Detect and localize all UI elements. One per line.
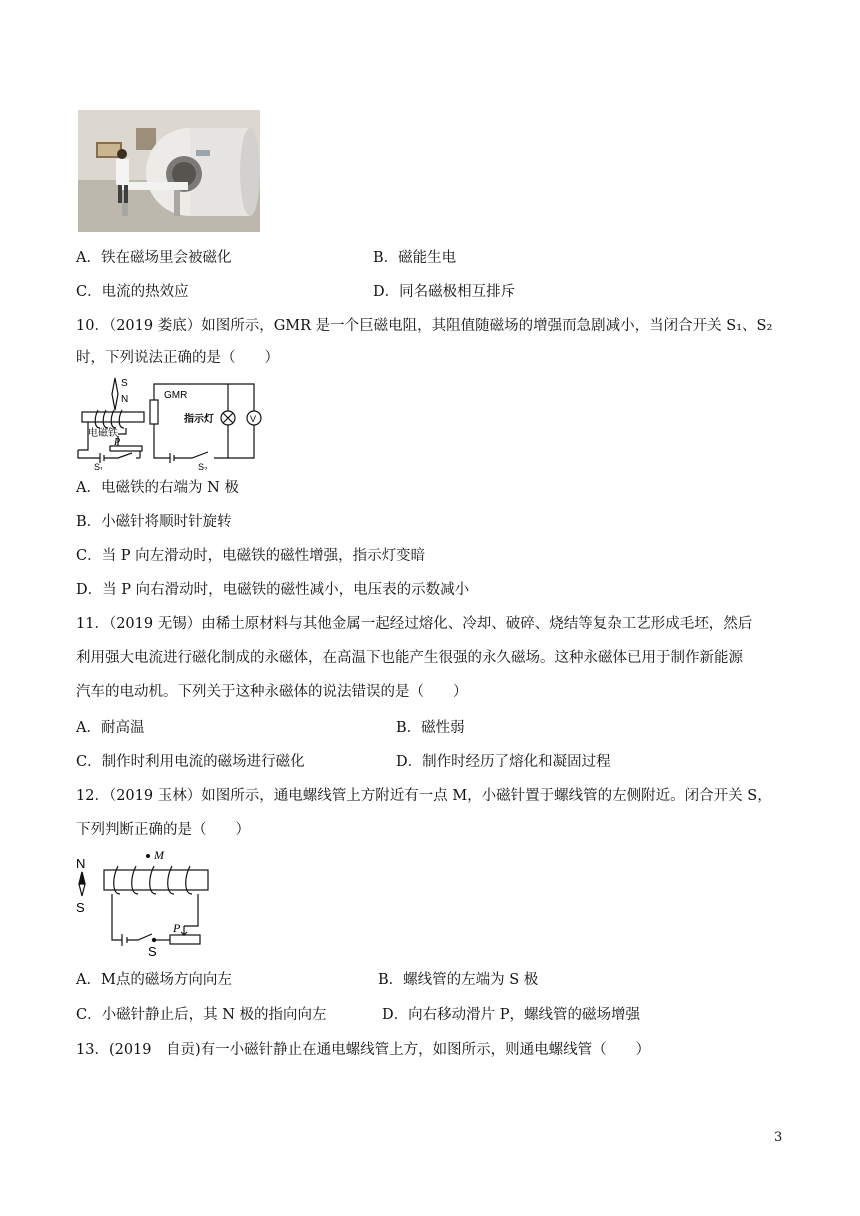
mri-scanner-illustration (78, 110, 260, 232)
q12-stem-line2: 下列判断正确的是（ ） (76, 822, 250, 838)
q11-stem-line3: 汽车的电动机。下列关于这种永磁体的说法错误的是（ ） (76, 684, 468, 700)
q9-option-a: A．铁在磁场里会被磁化 (76, 250, 232, 266)
q9-option-c: C．电流的热效应 (76, 284, 189, 300)
q10-fig-lamp-label: 指示灯 (184, 414, 214, 425)
point-m-dot (146, 854, 150, 858)
q12-stem-line1: 12．（2019 玉林）如图所示，通电螺线管上方附近有一点 M，小磁针置于螺线管的左侧附近。闭合开关 S， (76, 788, 772, 804)
q12-solenoid-figure (74, 848, 214, 956)
q10-circuit-figure (74, 376, 274, 470)
q9-option-d: D．同名磁极相互排斥 (373, 284, 516, 300)
q11-stem-line1: 11．（2019 无锡）由稀土原材料与其他金属一起经过熔化、冷却、破碎、烧结等复杂工艺形成毛坯，然后 (76, 616, 753, 632)
q10-fig-electromagnet-label: 电磁铁 (88, 428, 118, 439)
q11-option-d: D．制作时经历了熔化和凝固过程 (396, 754, 611, 770)
q10-fig-gmr-label: GMR (164, 390, 188, 401)
mri-photo (78, 110, 260, 232)
q10-option-a: A．电磁铁的右端为 N 极 (76, 480, 239, 496)
q12-fig-n-label: N (76, 856, 86, 871)
q10-fig-s2-label: S₂ (198, 462, 208, 470)
q12-option-d: D．向右移动滑片 P，螺线管的磁场增强 (382, 1007, 640, 1023)
q10-fig-voltmeter-label: V (250, 414, 257, 424)
q12-fig-p-label: P (173, 921, 181, 935)
page-number: 3 (774, 1130, 783, 1145)
q12-option-c: C．小磁针静止后，其 N 极的指向向左 (76, 1007, 327, 1023)
solenoid-core (104, 870, 208, 890)
q10-fig-n-label: N (121, 394, 129, 405)
q12-fig-m-label: M (154, 848, 164, 862)
q10-fig-s1-label: S₁ (94, 462, 104, 470)
q13-stem: 13．(2019 自贡)有一小磁针静止在通电螺线管上方，如图所示，则通电螺线管（ ） (76, 1042, 651, 1058)
q11-option-c: C．制作时利用电流的磁场进行磁化 (76, 754, 305, 770)
q12-option-b: B．螺线管的左端为 S 极 (378, 972, 539, 988)
q11-stem-line2: 利用强大电流进行磁化制成的永磁体，在高温下也能产生很强的永久磁场。这种永磁体已用于制作新能源 (76, 650, 743, 666)
q9-option-b: B．磁能生电 (373, 250, 457, 266)
q12-fig-s-label: S (76, 900, 85, 915)
q10-fig-p-label: P (114, 437, 121, 448)
q10-stem-line1: 10．（2019 娄底）如图所示，GMR 是一个巨磁电阻，其阻值随磁场的增强而急剧减小，当闭合开关 S₁、S₂ (76, 318, 773, 334)
gmr-resistor (150, 400, 158, 424)
rheostat (170, 935, 200, 944)
q10-option-c: C．当 P 向左滑动时，电磁铁的磁性增强，指示灯变暗 (76, 548, 426, 564)
compass-needle-icon (112, 378, 118, 410)
q12-fig-switch-label: S (148, 944, 157, 956)
q10-fig-s-label: S (121, 378, 128, 389)
q11-option-a: A．耐高温 (76, 720, 145, 736)
q10-option-d: D．当 P 向右滑动时，电磁铁的磁性减小，电压表的示数减小 (76, 582, 470, 598)
q11-option-b: B．磁性弱 (396, 720, 465, 736)
q12-option-a: A．M点的磁场方向向左 (76, 972, 232, 988)
q10-option-b: B．小磁针将顺时针旋转 (76, 514, 232, 530)
q10-stem-line2: 时，下列说法正确的是（ ） (76, 350, 279, 366)
